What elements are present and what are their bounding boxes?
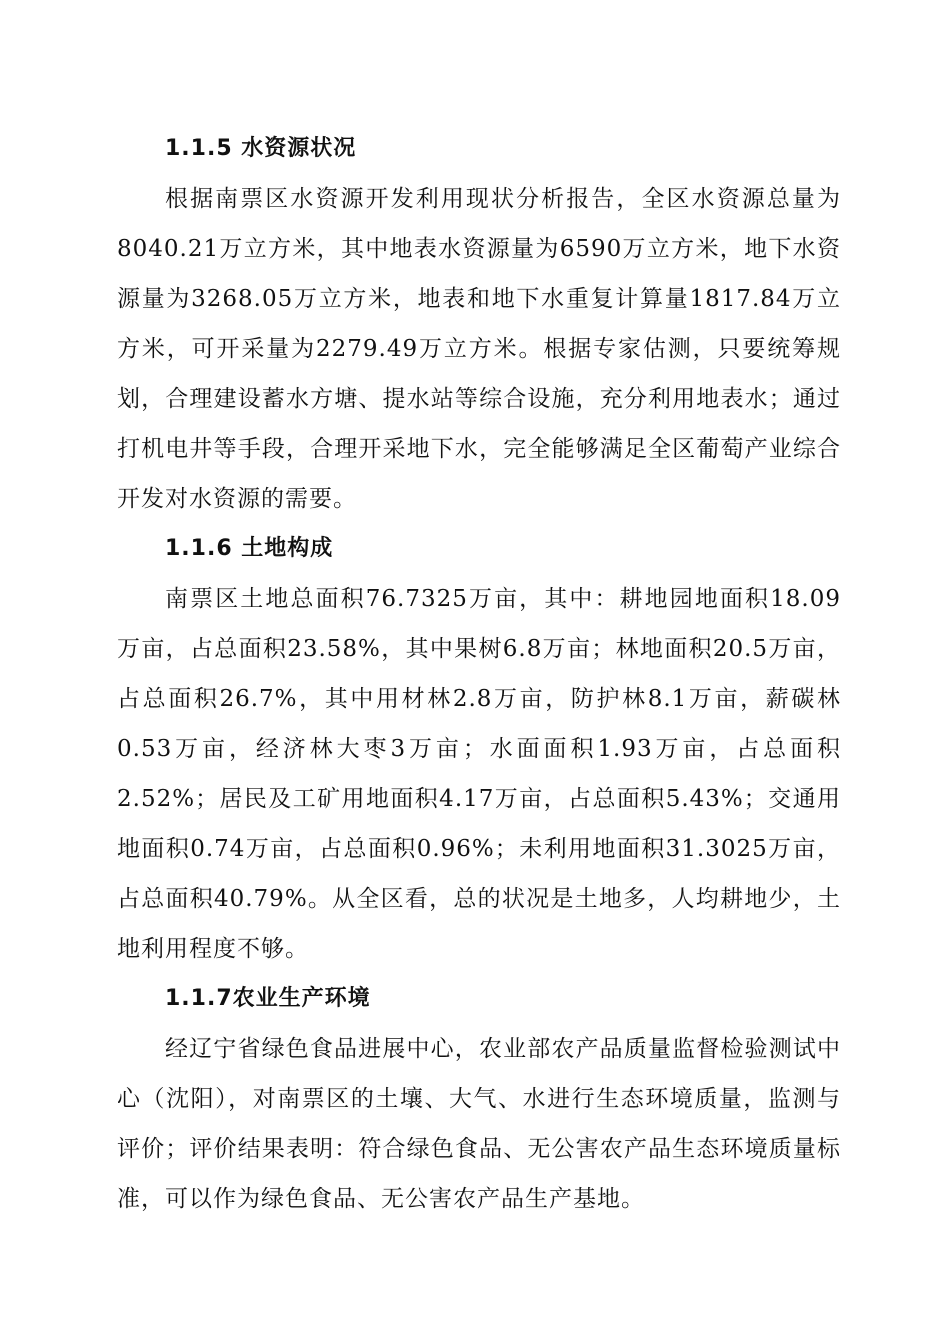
document-page bbox=[117, 124, 841, 1224]
section-heading-land-composition: 1.1.6 土地构成 bbox=[165, 536, 334, 561]
section-agricultural-environment bbox=[117, 974, 841, 1224]
section-paragraph-agricultural-environment: 经辽宁省绿色食品进展中心，农业部农产品质量监督检验测试中心（沈阳），对南票区的土壤、大气、水进行生态环境质量，监测与评价；评价结果表明：符合绿色食品、无公害农产品生态环境质量标准，可以作为绿色食品、无公害农产品生产基地。 bbox=[117, 1036, 841, 1212]
section-paragraph-water-resources: 根据南票区水资源开发利用现状分析报告，全区水资源总量为8040.21万立方米，其中地表水资源量为6590万立方米，地下水资源量为3268.05万立方米，地表和地下水重复计算量1817.84万立方米，可开采量为2279.49万立方米。根据专家估测，只要统筹规划，合理建设蓄水方塘、提水站等综合设施，充分利用地表水；通过打机电井等手段，合理开采地下水，完全能够满足全区葡萄产业综合开发对水资源的需要。 bbox=[117, 186, 841, 512]
section-land-composition bbox=[117, 524, 841, 974]
section-heading-water-resources: 1.1.5 水资源状况 bbox=[165, 136, 357, 161]
section-paragraph-land-composition: 南票区土地总面积76.7325万亩，其中：耕地园地面积18.09万亩，占总面积23.58%，其中果树6.8万亩；林地面积20.5万亩，占总面积26.7%，其中用材林2.8万亩，防护林8.1万亩，薪碳林0.53万亩，经济林大枣3万亩；水面面积1.93万亩，占总面积2.52%；居民及工矿用地面积4.17万亩，占总面积5.43%；交通用地面积0.74万亩，占总面积0.96%；未利用地面积31.3025万亩，占总面积40.79%。从全区看，总的状况是土地多，人均耕地少，土地利用程度不够。 bbox=[117, 586, 841, 962]
section-heading-agricultural-environment: 1.1.7农业生产环境 bbox=[165, 986, 371, 1011]
section-water-resources bbox=[117, 124, 841, 524]
